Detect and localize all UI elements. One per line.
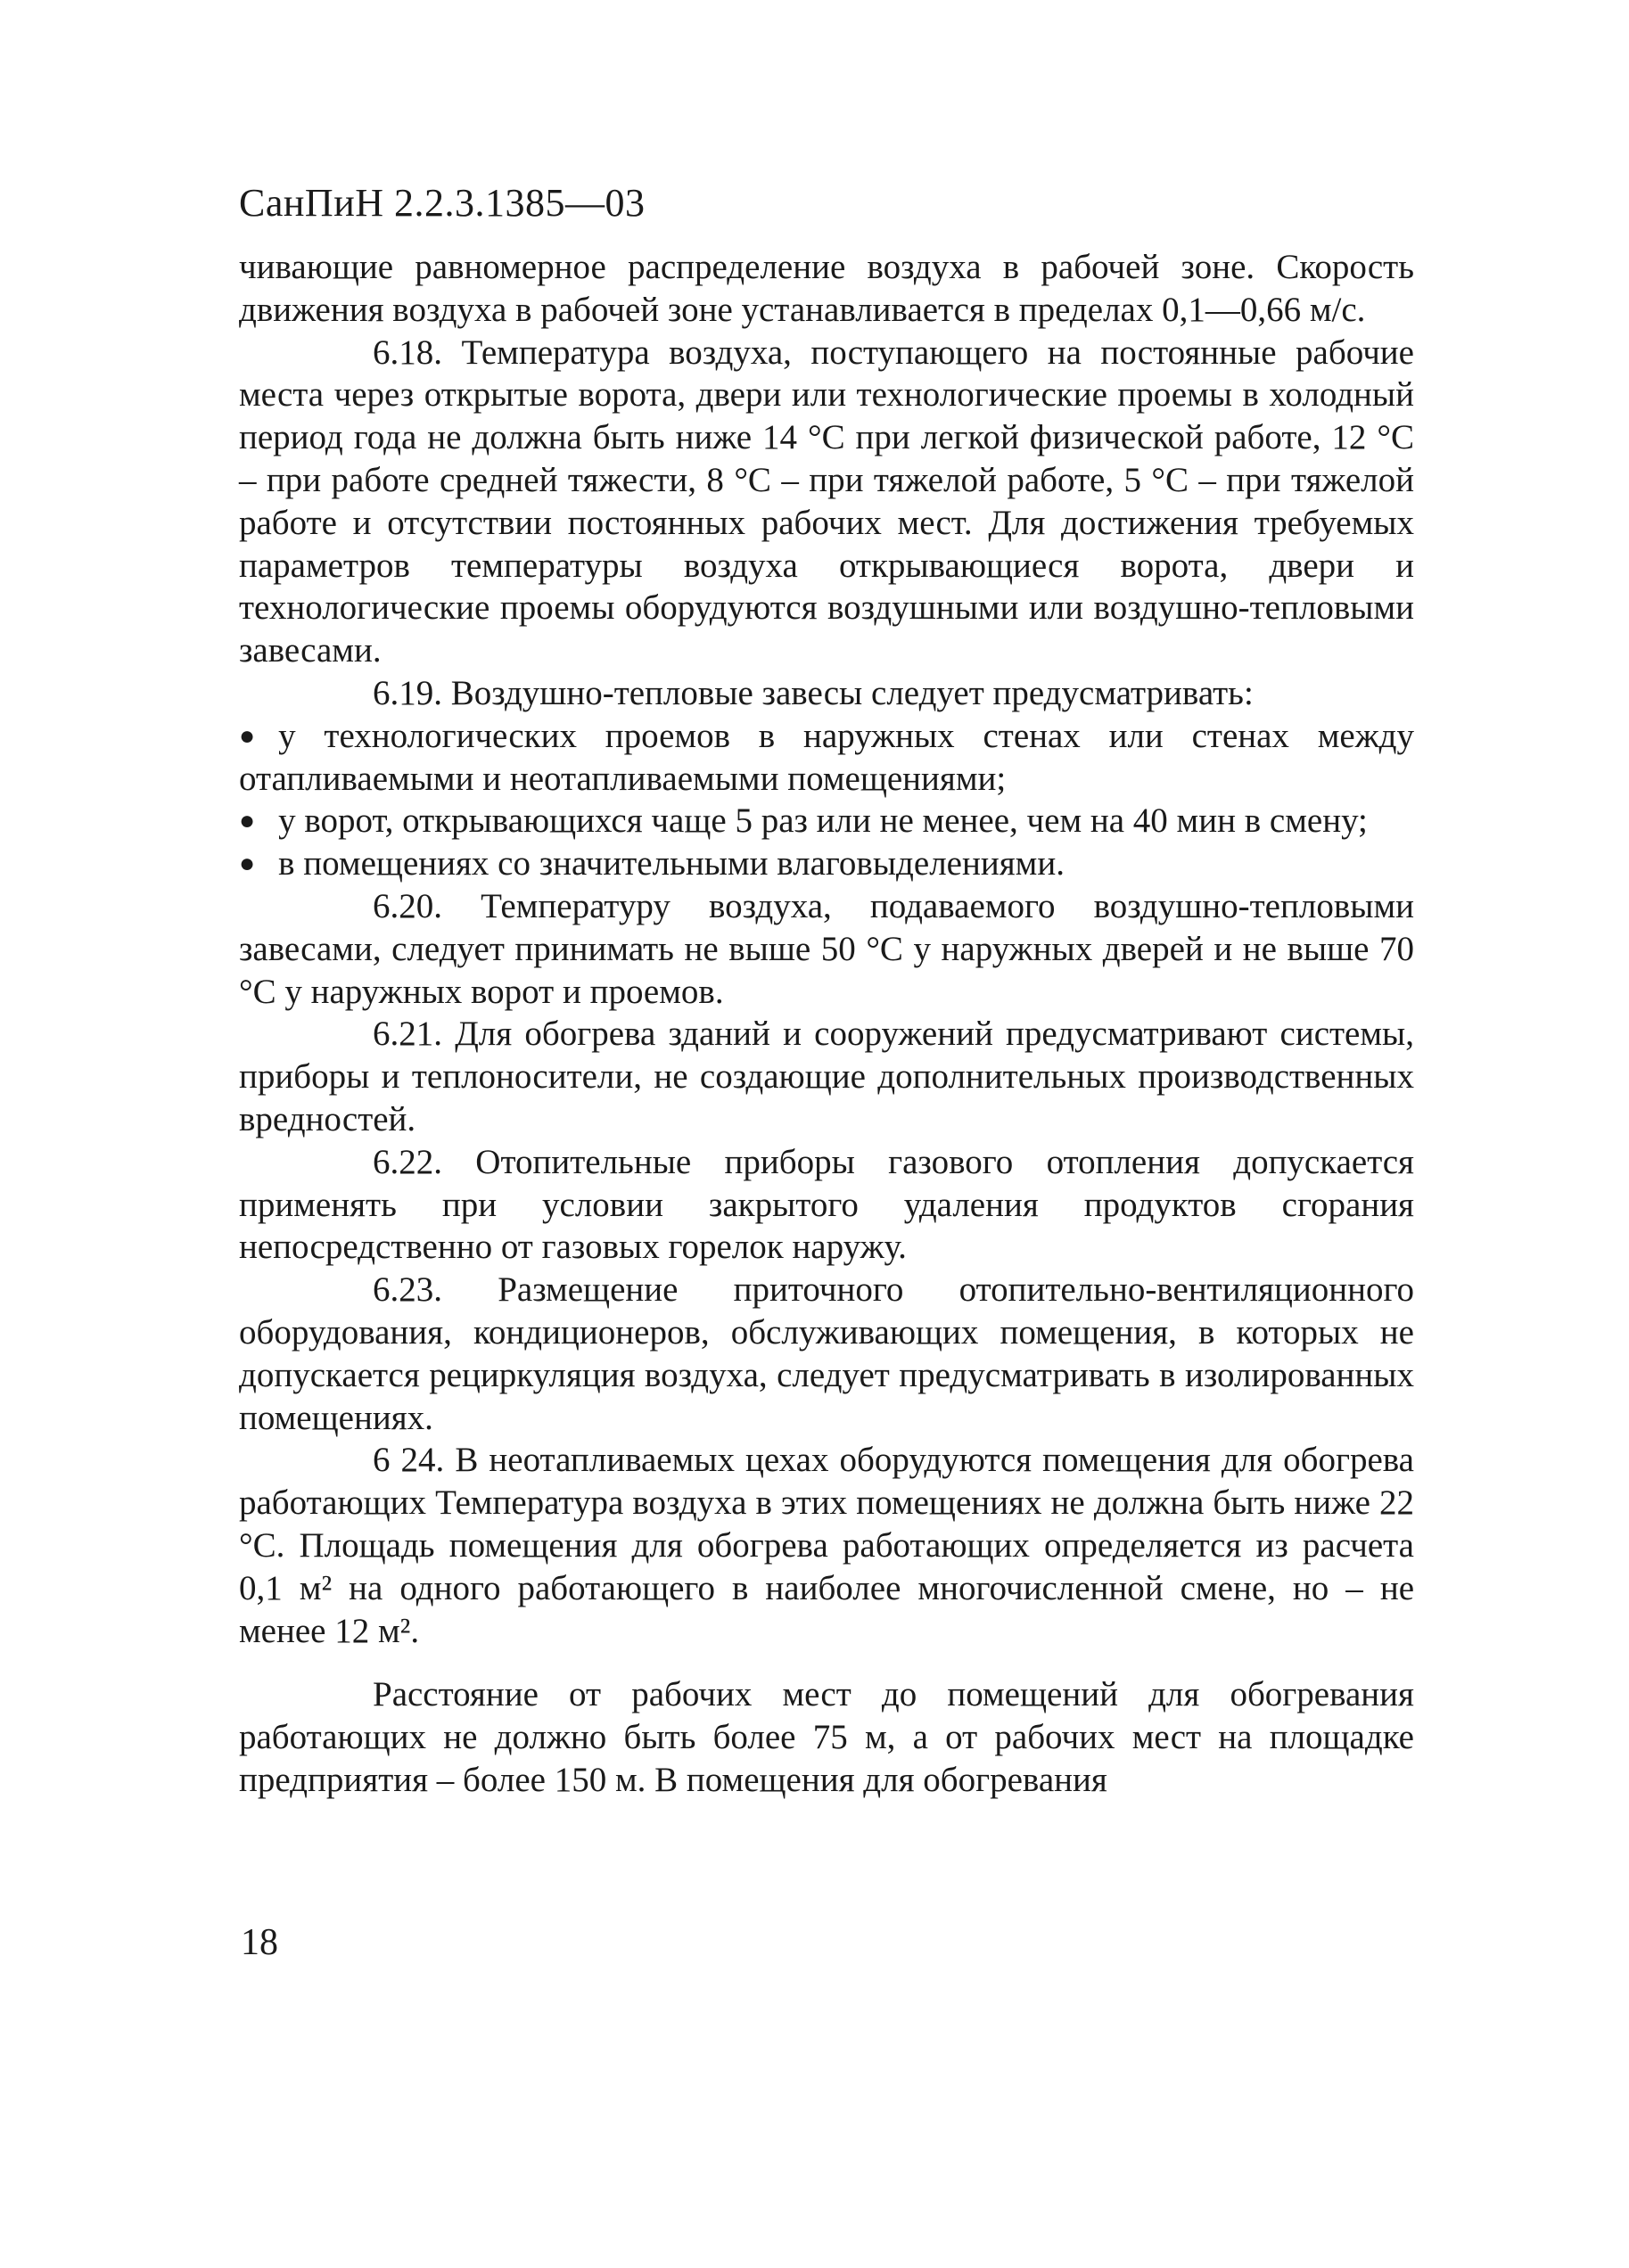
paragraph-distance: Расстояние от рабочих мест до помещений для обогревания работающих не должно быть более 75 м, а от рабочих мест на площадке предприятия – более 150 м. В помещения для обогревания bbox=[239, 1675, 1414, 1799]
page-number: 18 bbox=[241, 1922, 278, 1963]
bullet-item bbox=[239, 800, 1414, 842]
paragraph-6-24: 6 24. В неотапливаемых цехах оборудуются помещения для обогрева работающих Температура воздуха в этих помещениях не должна быть ниже 22 °С. Площадь помещения для обогрева работающих определяется из расчета 0,1 м² на одного работающего в наиболее многочисленной смене, но – не менее 12 м². bbox=[239, 1441, 1414, 1650]
document-code-header: СанПиН 2.2.3.1385—03 bbox=[239, 181, 646, 225]
bullet-item bbox=[239, 715, 1414, 801]
bullet-item-text: у технологических проемов в наружных стенах или стенах между отапливаемыми и неотапливаемыми помещениями; bbox=[239, 716, 1414, 798]
paragraph-6-20: 6.20. Температуру воздуха, подаваемого воздушно-тепловыми завесами, следует принимать не выше 50 °С у наружных дверей и не выше 70 °С у наружных ворот и проемов. bbox=[239, 886, 1414, 1011]
bullet-item bbox=[239, 842, 1414, 885]
bullet-item-text: у ворот, открывающихся чаще 5 раз или не менее, чем на 40 мин в смену; bbox=[278, 801, 1368, 841]
paragraph-6-18: 6.18. Температура воздуха, поступающего на постоянные рабочие места через открытые ворота, двери или технологические проемы в холодный период года не должна быть ниже 14 °С при легкой физической работе, 12 °С – при работе средней тяжести, 8 °С – при тяжелой работе, 5 °С – при тяжелой работе и отсутствии постоянных рабочих мест. Для достижения требуемых параметров температуры воздуха открывающиеся ворота, двери и технологические проемы оборудуются воздушными или воздушно-тепловыми завесами. bbox=[239, 333, 1414, 670]
paragraph-6-23: 6.23. Размещение приточного отопительно-вентиляционного оборудования, кондиционеров, обслуживающих помещения, в которых не допускается рециркуляция воздуха, следует предусматривать в изолированных помещениях. bbox=[239, 1270, 1414, 1437]
paragraph-6-19: 6.19. Воздушно-тепловые завесы следует предусматривать: bbox=[373, 673, 1254, 712]
bullet-icon: ● bbox=[239, 849, 256, 879]
bullet-icon: ● bbox=[239, 806, 256, 836]
paragraph-continuation: чивающие равномерное распределение воздуха в рабочей зоне. Скорость движения воздуха в рабочей зоне устанавливается в пределах 0,1—0,66 м/с. bbox=[239, 248, 1414, 329]
bullet-icon: ● bbox=[239, 720, 256, 751]
bullet-item-text: в помещениях со значительными влаговыделениями. bbox=[278, 844, 1065, 883]
document-body bbox=[239, 246, 1414, 1802]
document-page bbox=[239, 178, 1414, 1802]
paragraph-6-21: 6.21. Для обогрева зданий и сооружений предусматривают системы, приборы и теплоносители, не создающие дополнительных производственных вредностей. bbox=[239, 1015, 1414, 1138]
paragraph-6-22: 6.22. Отопительные приборы газового отопления допускается применять при условии закрытого удаления продуктов сгорания непосредственно от газовых горелок наружу. bbox=[239, 1142, 1414, 1267]
